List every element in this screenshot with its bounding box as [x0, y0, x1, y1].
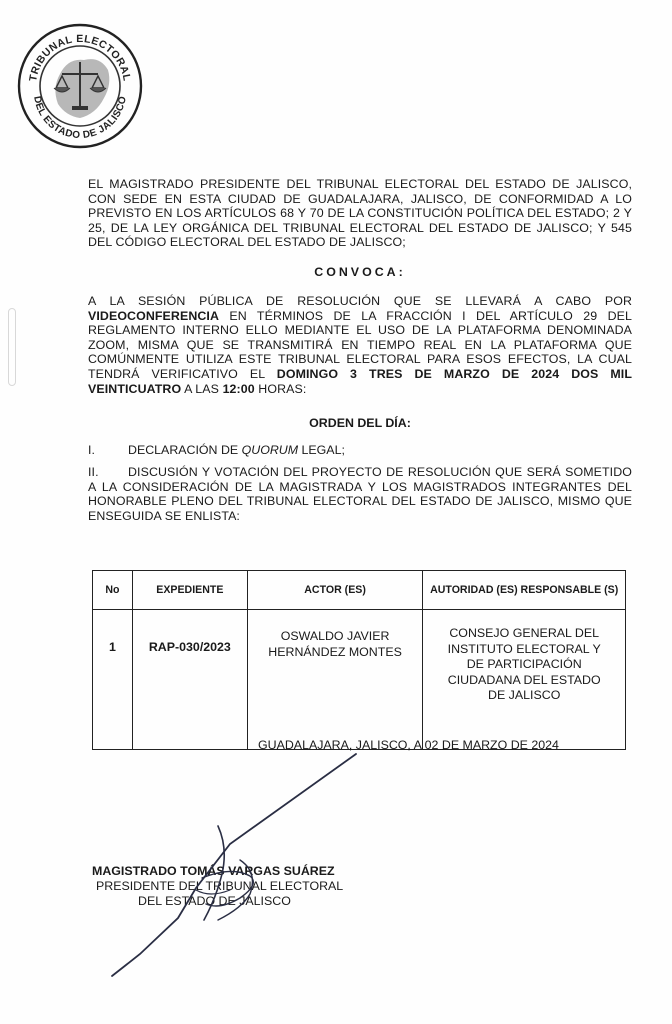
seal-top-text: TRIBUNAL ELECTORAL — [27, 32, 133, 83]
handwritten-signature — [100, 748, 370, 984]
agenda-item-2: II. DISCUSIÓN Y VOTACIÓN DEL PROYECTO DE RESOLUCIÓN QUE SERÁ SOMETIDO A LA CONSIDERACIÓN DE LA MAGISTRADA Y LOS MAGISTRADOS INTEGRANTES DEL HONORABLE PLENO DEL TRIBUNAL ELECTORAL DEL ESTADO DE JALISCO, MISMO QUE ENSEGUIDA SE ENLISTA: — [88, 465, 632, 523]
signer-title-1: PRESIDENTE DEL TRIBUNAL ELECTORAL — [96, 879, 344, 893]
cell-expediente: RAP-030/2023 — [132, 610, 247, 750]
convoca-heading: CONVOCA: — [314, 265, 406, 279]
header-no: No — [93, 571, 133, 610]
scan-edge-mark — [8, 308, 16, 386]
tribunal-seal — [16, 22, 144, 150]
cell-autoridad: CONSEJO GENERAL DEL INSTITUTO ELECTORAL Y DE PARTICIPACIÓN CIUDADANA DEL ESTADO DE JALISCO — [423, 610, 626, 750]
expedientes-table — [92, 570, 626, 750]
convoca-paragraph: A LA SESIÓN PÚBLICA DE RESOLUCIÓN QUE SE LLEVARÁ A CABO POR VIDEOCONFERENCIA EN TÉRMINOS DE LA FRACCIÓN I DEL ARTÍCULO 29 DEL REGLAMENTO INTERNO ELLO MEDIANTE EL USO DE LA PLATAFORMA DENOMINADA ZOOM, MISMA QUE SE TRANSMITIRÁ EN TIEMPO REAL EN LA PLATAFORMA QUE COMÚNMENTE UTILIZA ESTE TRIBUNAL ELECTORAL PARA ESOS EFECTOS, LA CUAL TENDRÁ VERIFICATIVO EL DOMINGO 3 TRES DE MARZO DE 2024 DOS MIL VEINTICUATRO A LAS 12:00 HORAS: — [88, 294, 632, 396]
signer-name: MAGISTRADO TOMÁS VARGAS SUÁREZ — [92, 864, 335, 878]
cell-no: 1 — [93, 610, 133, 750]
seal-bottom-text: DEL ESTADO DE JALISCO — [31, 95, 129, 142]
orden-del-dia-heading: ORDEN DEL DÍA: — [309, 416, 411, 430]
cell-actor: OSWALDO JAVIER HERNÁNDEZ MONTES — [247, 610, 423, 750]
header-actor: ACTOR (ES) — [247, 571, 423, 610]
table-row — [93, 610, 626, 750]
header-autoridad: AUTORIDAD (ES) RESPONSABLE (S) — [423, 571, 626, 610]
date-line: GUADALAJARA, JALISCO, A 02 DE MARZO DE 2024 — [258, 738, 559, 752]
header-expediente: EXPEDIENTE — [132, 571, 247, 610]
agenda-item-1: I. DECLARACIÓN DE QUORUM LEGAL; — [88, 443, 345, 457]
intro-paragraph: EL MAGISTRADO PRESIDENTE DEL TRIBUNAL ELECTORAL DEL ESTADO DE JALISCO, CON SEDE EN ESTA CIUDAD DE GUADALAJARA, JALISCO, DE CONFORMIDAD A LO PREVISTO EN LOS ARTÍCULOS 68 Y 70 DE LA CONSTITUCIÓN POLÍTICA DEL ESTADO; 2 Y 25, DE LA LEY ORGÁNICA DEL TRIBUNAL ELECTORAL DEL ESTADO DE JALISCO; Y 545 DEL CÓDIGO ELECTORAL DEL ESTADO DE JALISCO; — [88, 177, 632, 250]
table-header-row — [93, 571, 626, 610]
signer-title-2: DEL ESTADO DE JALISCO — [138, 894, 291, 908]
